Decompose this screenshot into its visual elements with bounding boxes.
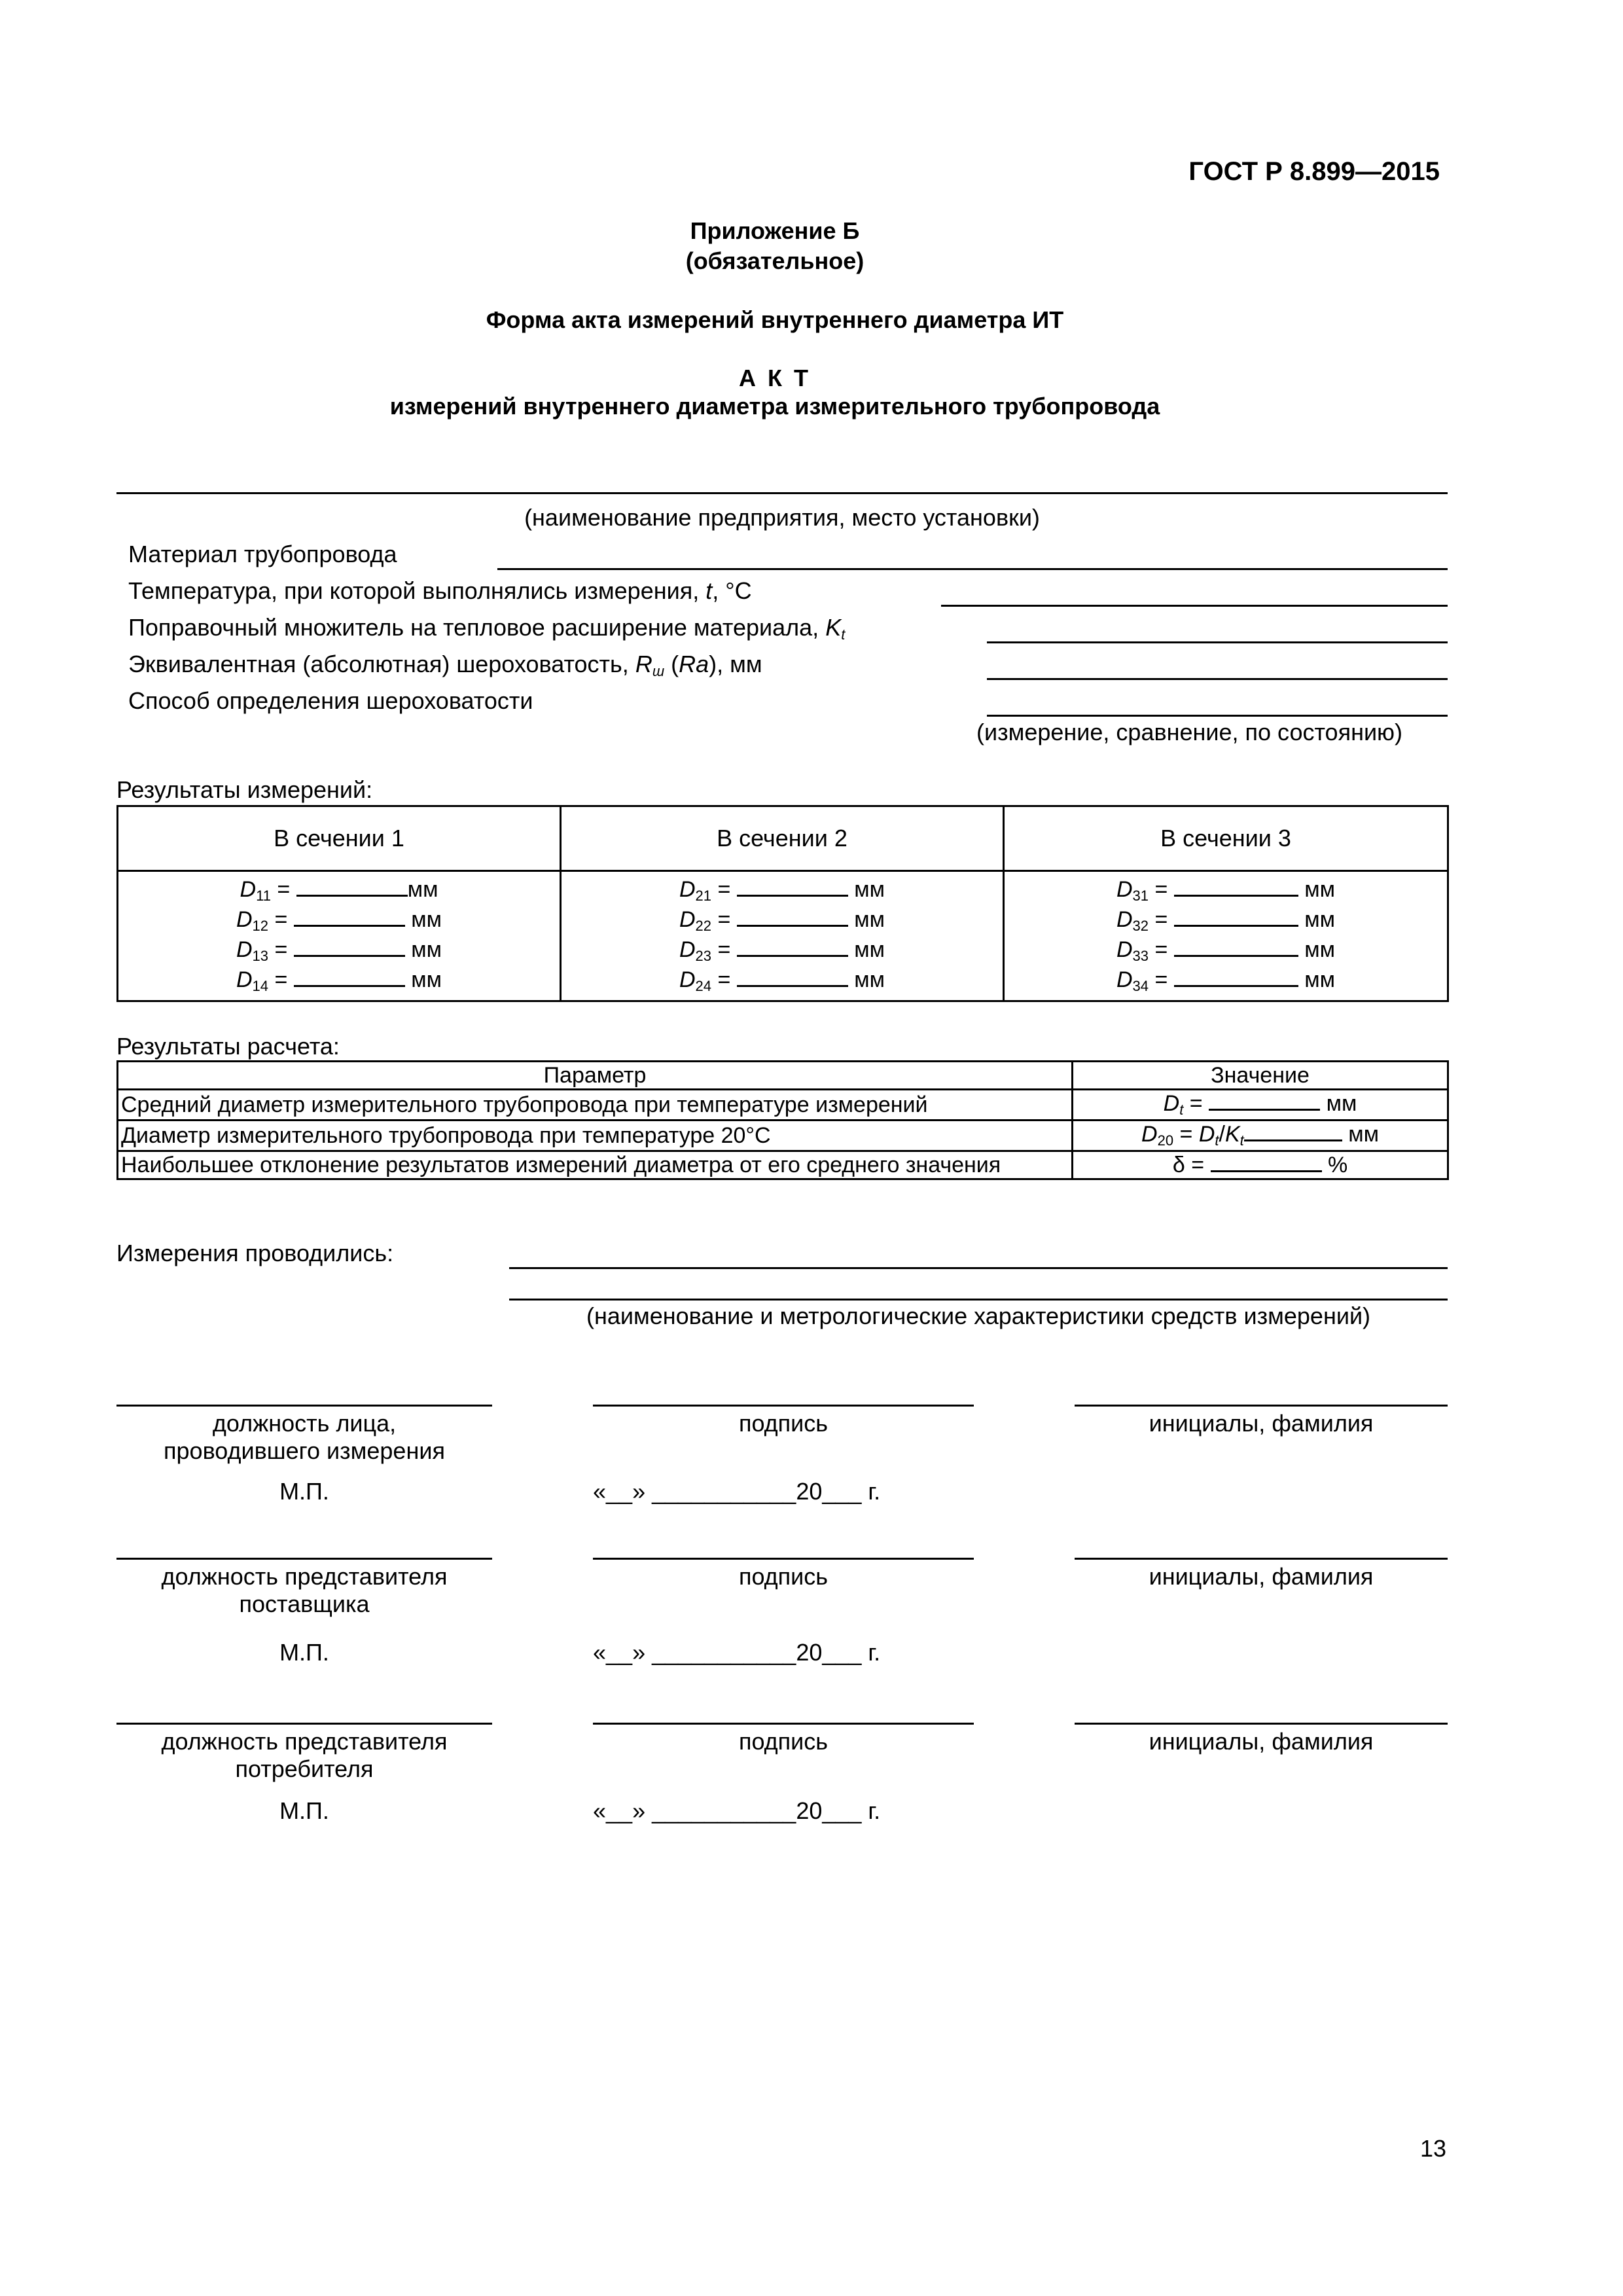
measurement-d33: $D_{33}$ = мм — [1116, 937, 1335, 964]
sig2-name-line — [1075, 1558, 1448, 1560]
appendix-type: (обязательное) — [685, 247, 865, 274]
measurement-d22: $D_{22}$ = мм — [679, 907, 885, 934]
instruments-label: Измерения проводились: — [116, 1240, 394, 1266]
section-1-values — [118, 871, 561, 1001]
section-2-values — [560, 871, 1003, 1001]
sig3-position: должность представителя — [161, 1728, 448, 1755]
calculation-title: Результаты расчета: — [116, 1033, 340, 1060]
method-caption: (измерение, сравнение, по состоянию) — [976, 719, 1403, 745]
material-label: Материал трубопровода — [128, 541, 397, 567]
material-line — [497, 568, 1448, 570]
section-3-values — [1003, 871, 1448, 1001]
measurements-title: Результаты измерений: — [116, 776, 373, 803]
sig2-position-2: поставщика — [239, 1590, 370, 1617]
section-1-header: В сечении 1 — [118, 806, 561, 871]
calculation-table — [116, 1060, 1449, 1180]
sig1-stamp: М.П. — [279, 1478, 329, 1505]
sig3-sign-line — [593, 1723, 974, 1725]
value-max-deviation: δ = % — [1073, 1151, 1448, 1179]
appendix-title: Приложение Б — [690, 217, 860, 244]
sig3-position-line — [116, 1723, 492, 1725]
form-title: Форма акта измерений внутреннего диаметра ИТ — [486, 306, 1064, 333]
sig3-sign: подпись — [738, 1728, 829, 1755]
sig2-sign: подпись — [738, 1563, 829, 1590]
param-mean-diameter: Средний диаметр измерительного трубопровода при температуре измерений — [118, 1090, 1073, 1121]
sig3-position-2: потребителя — [235, 1755, 374, 1782]
standard-number: ГОСТ Р 8.899—2015 — [1188, 157, 1440, 186]
sig1-position-2: проводившего измерения — [164, 1437, 445, 1464]
measurement-d12: $D_{12}$ = мм — [236, 907, 442, 934]
param-header: Параметр — [118, 1062, 1073, 1090]
sig2-date: «__» ___________20___ г. — [593, 1639, 881, 1666]
param-max-deviation: Наибольшее отклонение результатов измерений диаметра от его среднего значения — [118, 1151, 1073, 1179]
act-title: А К Т — [739, 365, 811, 391]
measurement-d14: $D_{14}$ = мм — [236, 967, 442, 994]
sig2-sign-line — [593, 1558, 974, 1560]
sig1-name-line — [1075, 1405, 1448, 1407]
sig1-name: инициалы, фамилия — [1149, 1410, 1374, 1437]
sig2-position: должность представителя — [161, 1563, 448, 1590]
section-3-header: В сечении 3 — [1003, 806, 1448, 871]
instruments-line-2 — [509, 1299, 1448, 1300]
sig3-stamp: М.П. — [279, 1797, 329, 1824]
instruments-line-1 — [509, 1267, 1448, 1269]
value-mean-diameter: $D_t$ = мм — [1073, 1090, 1448, 1121]
measurement-d13: $D_{13}$ = мм — [236, 937, 442, 964]
temperature-line — [941, 605, 1448, 607]
value-header: Значение — [1073, 1062, 1448, 1090]
value-diameter-20: $D_{20} = D_t/K_t$ мм — [1073, 1121, 1448, 1151]
method-line — [987, 715, 1448, 717]
measurement-d11: $D_{11}$ = мм — [240, 877, 438, 904]
sig1-position: должность лица, — [212, 1410, 397, 1437]
enterprise-caption: (наименование предприятия, место установки) — [524, 504, 1040, 531]
multiplier-line — [987, 641, 1448, 643]
sig3-name: инициалы, фамилия — [1149, 1728, 1374, 1755]
sig2-position-line — [116, 1558, 492, 1560]
multiplier-label: Поправочный множитель на тепловое расширение материала, $K_t$ — [128, 614, 846, 643]
act-subtitle: измерений внутреннего диаметра измерительного трубопровода — [389, 393, 1160, 420]
measurements-table — [116, 805, 1449, 1002]
sig1-date: «__» ___________20___ г. — [593, 1478, 881, 1505]
sig1-sign-line — [593, 1405, 974, 1407]
measurement-d23: $D_{23}$ = мм — [679, 937, 885, 964]
sig2-stamp: М.П. — [279, 1639, 329, 1666]
measurement-d21: $D_{21}$ = мм — [679, 877, 885, 904]
measurement-d24: $D_{24}$ = мм — [679, 967, 885, 994]
roughness-label: Эквивалентная (абсолютная) шероховатость, $R_ш$ (Ra), мм — [128, 651, 762, 679]
sig1-position-line — [116, 1405, 492, 1407]
page-number: 13 — [1419, 2135, 1446, 2162]
method-label: Способ определения шероховатости — [128, 687, 533, 714]
section-2-header: В сечении 2 — [560, 806, 1003, 871]
param-diameter-20: Диаметр измерительного трубопровода при температуре 20°С — [118, 1121, 1073, 1151]
sig1-sign: подпись — [738, 1410, 829, 1437]
measurement-d32: $D_{32}$ = мм — [1116, 907, 1335, 934]
enterprise-line — [116, 492, 1448, 494]
temperature-label: Температура, при которой выполнялись измерения, t, °C — [128, 577, 752, 604]
sig3-date: «__» ___________20___ г. — [593, 1797, 881, 1824]
sig3-name-line — [1075, 1723, 1448, 1725]
measurement-d34: $D_{34}$ = мм — [1116, 967, 1335, 994]
sig2-name: инициалы, фамилия — [1149, 1563, 1374, 1590]
instruments-caption: (наименование и метрологические характеристики средств измерений) — [586, 1302, 1371, 1329]
measurement-d31: $D_{31}$ = мм — [1116, 877, 1335, 904]
roughness-line — [987, 678, 1448, 680]
